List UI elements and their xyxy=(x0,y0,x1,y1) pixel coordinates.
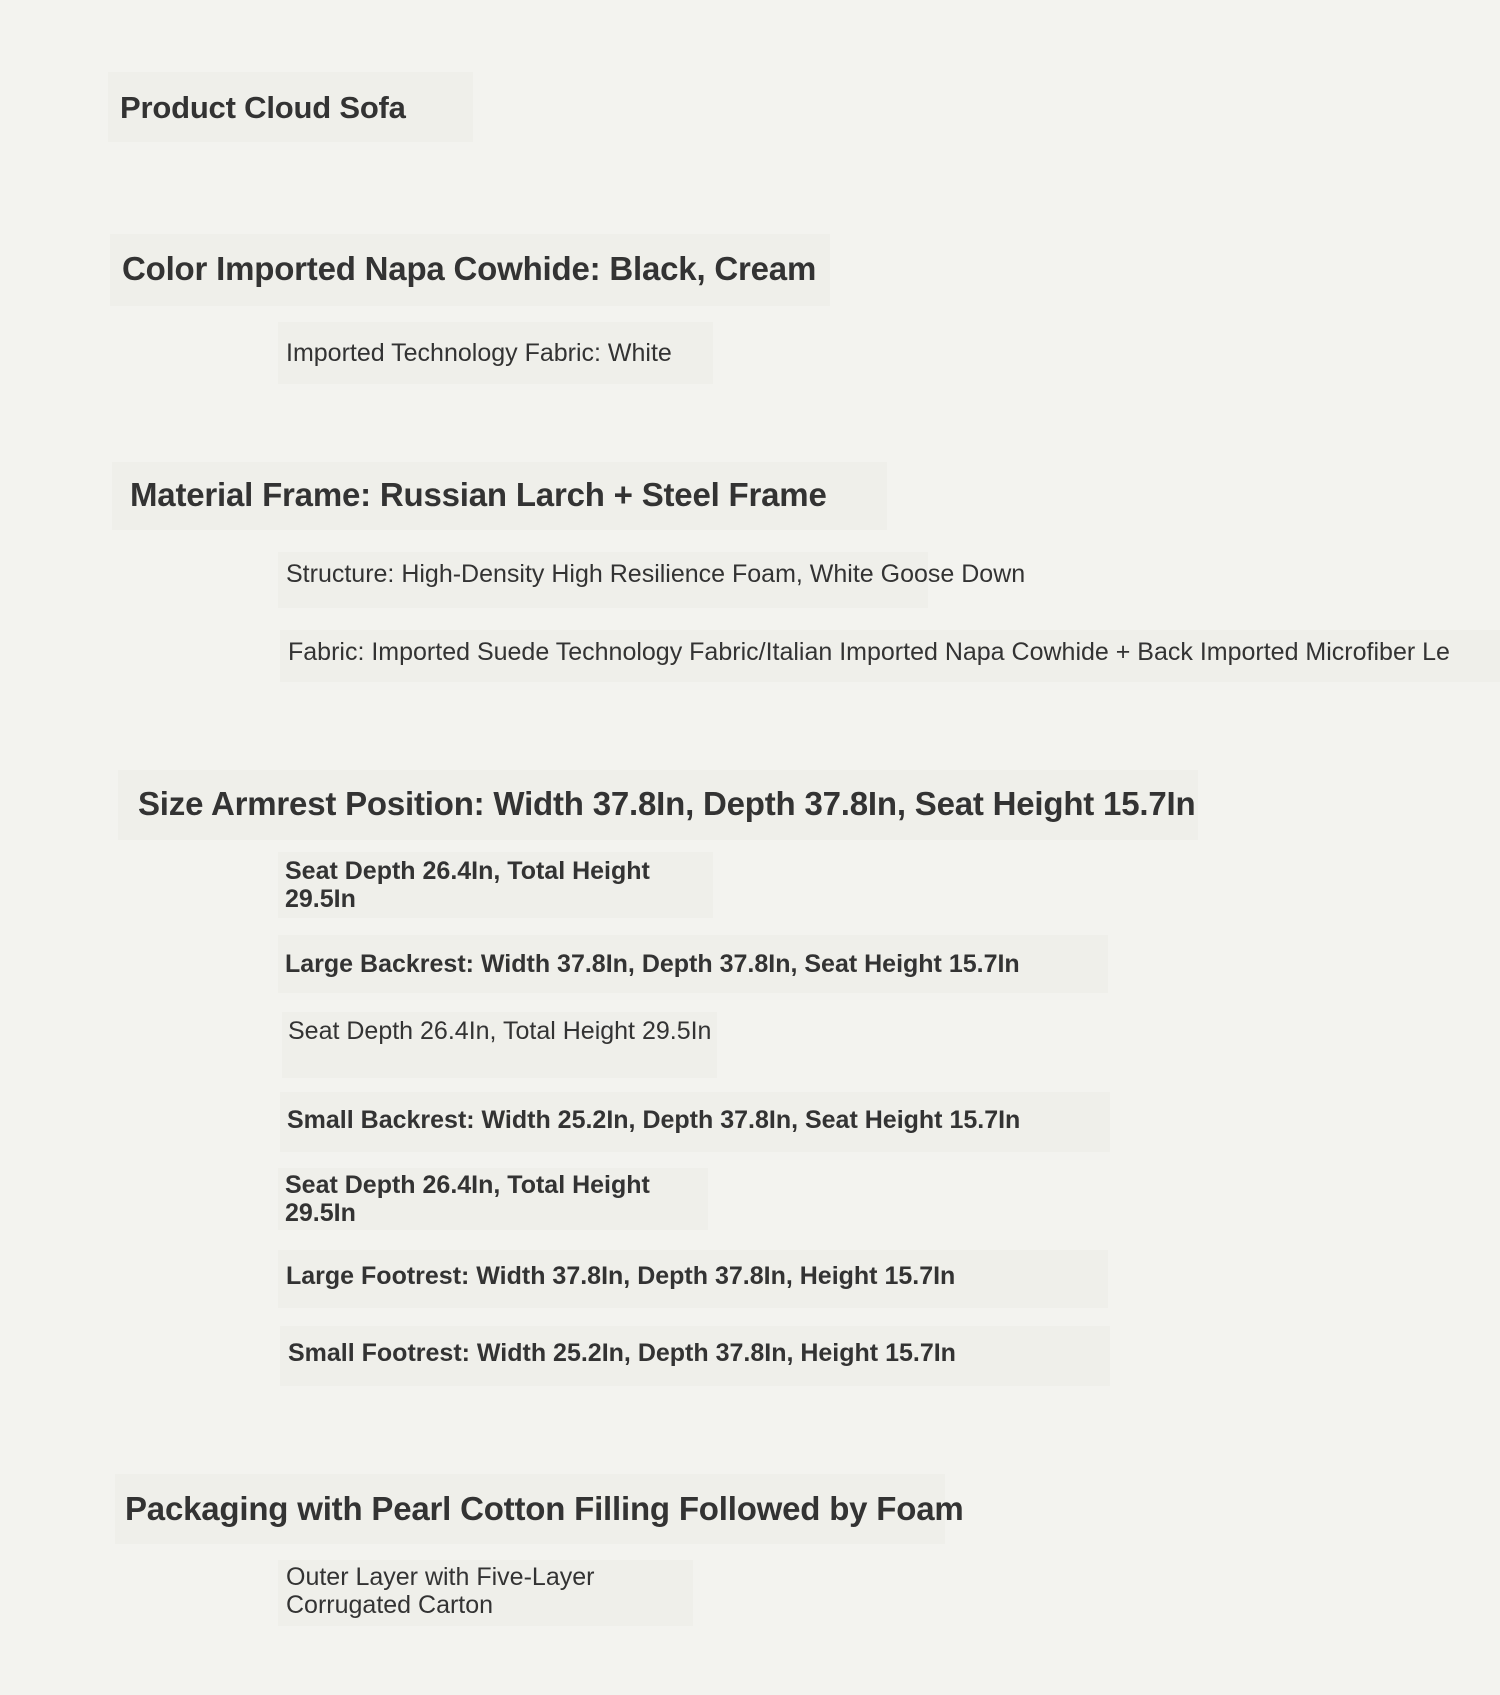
size-item-large-backrest: Large Backrest: Width 37.8In, Depth 37.8In, Seat Height 15.7In xyxy=(278,935,1108,993)
size-heading: Size Armrest Position: Width 37.8In, Depth 37.8In, Seat Height 15.7In xyxy=(118,770,1198,840)
product-title: Product Cloud Sofa xyxy=(108,72,473,142)
size-item-small-backrest-seat-depth: Seat Depth 26.4In, Total Height 29.5In xyxy=(278,1168,708,1230)
material-item-structure: Structure: High-Density High Resilience Foam, White Goose Down xyxy=(278,552,928,608)
material-item-fabric: Fabric: Imported Suede Technology Fabric/Italian Imported Napa Cowhide + Back Imported Microfiber Le xyxy=(280,630,1500,682)
size-item-small-footrest: Small Footrest: Width 25.2In, Depth 37.8In, Height 15.7In xyxy=(280,1326,1110,1386)
color-heading: Color Imported Napa Cowhide: Black, Cream xyxy=(110,234,830,306)
packaging-heading: Packaging with Pearl Cotton Filling Followed by Foam xyxy=(115,1474,945,1544)
size-item-large-footrest: Large Footrest: Width 37.8In, Depth 37.8In, Height 15.7In xyxy=(278,1250,1108,1308)
size-item-armrest-seat-depth: Seat Depth 26.4In, Total Height 29.5In xyxy=(278,852,713,918)
packaging-item-outer-layer: Outer Layer with Five-Layer Corrugated Carton xyxy=(278,1560,693,1626)
color-item-technology-fabric: Imported Technology Fabric: White xyxy=(278,322,713,384)
size-item-small-backrest: Small Backrest: Width 25.2In, Depth 37.8In, Seat Height 15.7In xyxy=(280,1092,1110,1152)
material-heading: Material Frame: Russian Larch + Steel Frame xyxy=(112,462,887,530)
size-item-large-backrest-seat-depth: Seat Depth 26.4In, Total Height 29.5In xyxy=(282,1012,717,1078)
